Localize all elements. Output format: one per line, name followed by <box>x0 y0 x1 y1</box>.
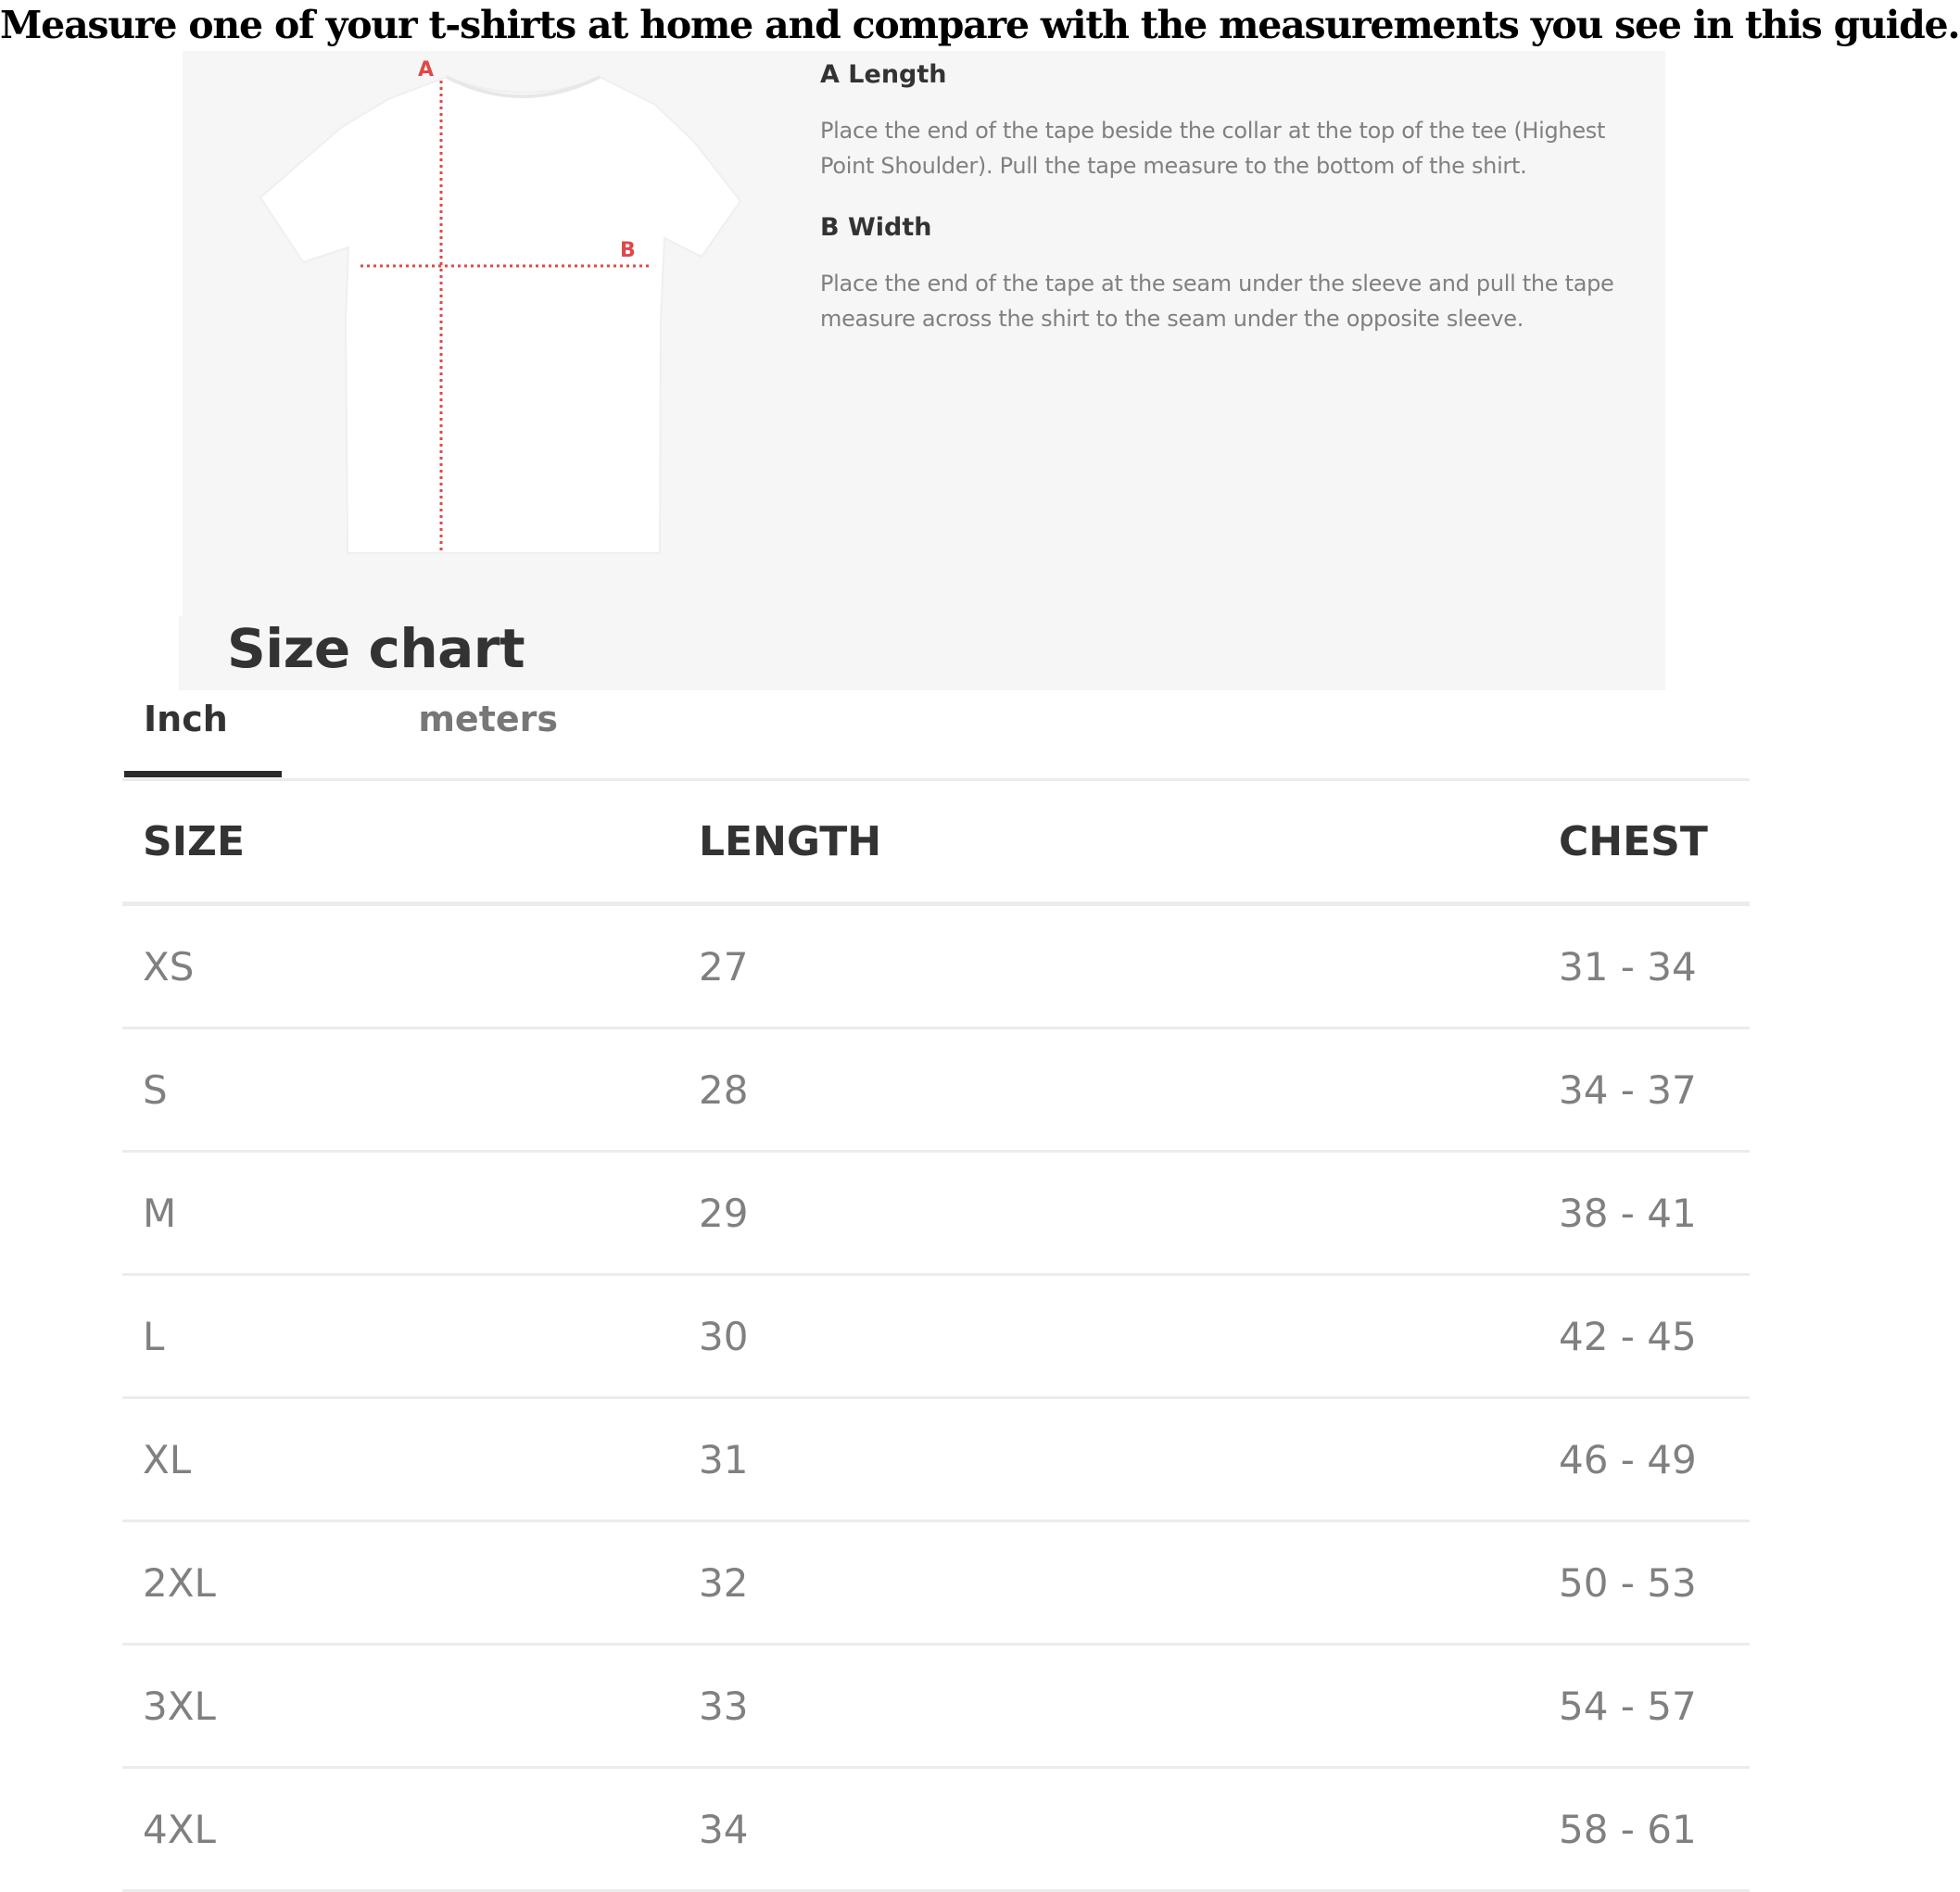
table-row <box>122 1152 1750 1275</box>
chest-cell: 58 - 61 <box>1559 1768 1750 1891</box>
size-chart-title: Size chart <box>227 617 525 680</box>
length-cell: 31 <box>678 1398 1559 1521</box>
active-tab-indicator <box>124 771 282 777</box>
size-cell: 3XL <box>122 1645 678 1768</box>
size-cell: M <box>122 1152 678 1275</box>
chest-cell: 42 - 45 <box>1559 1275 1750 1398</box>
table-row <box>122 1028 1750 1152</box>
measurement-guide-panel <box>183 51 1665 690</box>
width-title: B Width <box>820 213 932 242</box>
length-desc-line1: Place the end of the tape beside the collar at the top of the tee (Highest <box>820 118 1606 144</box>
size-cell: XS <box>122 904 678 1028</box>
tshirt-shape <box>260 77 740 553</box>
size-table <box>122 781 1750 1892</box>
table-row <box>122 1768 1750 1891</box>
length-cell: 34 <box>678 1768 1559 1891</box>
table-row <box>122 1521 1750 1645</box>
chest-cell: 38 - 41 <box>1559 1152 1750 1275</box>
chest-cell: 46 - 49 <box>1559 1398 1750 1521</box>
marker-b: B <box>620 239 636 262</box>
chest-cell: 50 - 53 <box>1559 1521 1750 1645</box>
table-row <box>122 1275 1750 1398</box>
size-cell: XL <box>122 1398 678 1521</box>
length-column-header: LENGTH <box>678 781 1559 904</box>
width-desc-line2: measure across the shirt to the seam under the opposite sleeve. <box>820 306 1524 332</box>
size-cell: S <box>122 1028 678 1152</box>
length-cell: 29 <box>678 1152 1559 1275</box>
size-cell: 4XL <box>122 1768 678 1891</box>
chest-cell: 31 - 34 <box>1559 904 1750 1028</box>
table-row <box>122 904 1750 1028</box>
size-cell: 2XL <box>122 1521 678 1645</box>
length-cell: 33 <box>678 1645 1559 1768</box>
chest-column-header: CHEST <box>1559 781 1750 904</box>
tshirt-diagram <box>183 51 850 570</box>
size-cell: L <box>122 1275 678 1398</box>
length-description <box>820 113 1617 183</box>
width-description <box>820 266 1617 336</box>
size-table-header-row <box>122 781 1750 904</box>
size-column-header: SIZE <box>122 781 678 904</box>
length-desc-line2: Point Shoulder). Pull the tape measure to the bottom of the shirt. <box>820 153 1527 179</box>
width-instruction <box>820 213 1617 336</box>
length-cell: 28 <box>678 1028 1559 1152</box>
length-cell: 27 <box>678 904 1559 1028</box>
tab-centimeters[interactable]: meters <box>418 699 558 739</box>
table-row <box>122 1398 1750 1521</box>
chest-cell: 54 - 57 <box>1559 1645 1750 1768</box>
table-row <box>122 1645 1750 1768</box>
length-cell: 30 <box>678 1275 1559 1398</box>
length-cell: 32 <box>678 1521 1559 1645</box>
length-title: A Length <box>820 60 947 89</box>
width-desc-line1: Place the end of the tape at the seam under the sleeve and pull the tape <box>820 271 1614 296</box>
marker-a: A <box>418 58 435 82</box>
page-heading: Measure one of your t-shirts at home and compare with the measurements you see in this guide. <box>0 3 1960 47</box>
length-instruction <box>820 60 1617 183</box>
tab-inch[interactable]: Inch <box>144 699 228 739</box>
chest-cell: 34 - 37 <box>1559 1028 1750 1152</box>
